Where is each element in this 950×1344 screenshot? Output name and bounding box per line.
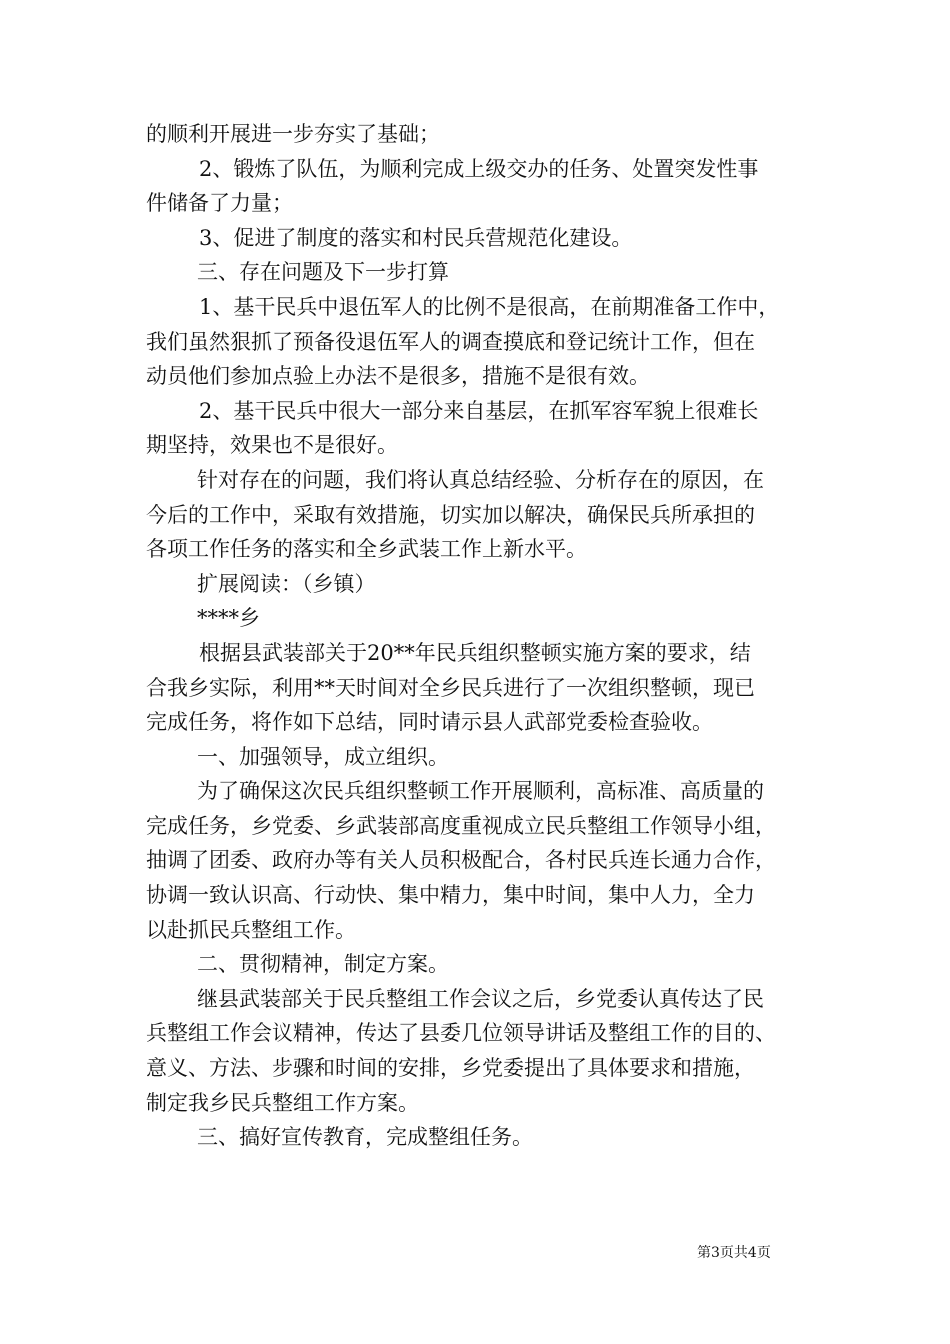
document-body — [146, 117, 828, 1155]
text-line: 的顺利开展进一步夯实了基础； — [146, 122, 440, 146]
text-line: 制定我乡民兵整组工作方案。 — [146, 1090, 419, 1115]
text-line: 扩展阅读：（乡镇） — [197, 571, 376, 596]
text-line: 今后的工作中，采取有效措施，切实加以解决，确保民兵所承担的 — [146, 502, 755, 527]
text-line: 以赴抓民兵整组工作。 — [146, 917, 356, 942]
text-line: 件储备了力量； — [146, 191, 293, 216]
page-number: 第3页共4页 — [697, 1245, 771, 1261]
text-line: 3、促进了制度的落实和村民兵营规范化建设。 — [199, 225, 633, 250]
text-line: 动员他们参加点验上办法不是很多，措施不是很有效。 — [146, 364, 650, 389]
text-line: 意义、方法、步骤和时间的安排，乡党委提出了具体要求和措施， — [146, 1056, 755, 1081]
text-line: 为了确保这次民兵组织整顿工作开展顺利，高标准、高质量的 — [197, 779, 764, 804]
section-heading: 二、贯彻精神，制定方案。 — [197, 952, 449, 977]
text-line: 完成任务，将作如下总结，同时请示县人武部党委检查验收。 — [146, 710, 713, 735]
text-line: 2、锻炼了队伍，为顺利完成上级交办的任务、处置突发性事 — [199, 156, 759, 181]
text-line: 针对存在的问题，我们将认真总结经验、分析存在的原因，在 — [197, 467, 764, 492]
text-line: 兵整组工作会议精神，传达了县委几位领导讲话及整组工作的目的、 — [146, 1021, 776, 1046]
text-line: ****乡 — [197, 606, 260, 631]
text-line: 期坚持，效果也不是很好。 — [146, 433, 398, 458]
text-line: 合我乡实际，利用**天时间对全乡民兵进行了一次组织整顿，现已 — [146, 675, 755, 700]
text-line: 抽调了团委、政府办等有关人员积极配合，各村民兵连长通力合作， — [146, 848, 776, 873]
text-line: 继县武装部关于民兵整组工作会议之后，乡党委认真传达了民 — [197, 986, 764, 1011]
section-heading: 三、搞好宣传教育，完成整组任务。 — [197, 1125, 533, 1150]
section-heading: 一、加强领导，成立组织。 — [197, 744, 449, 769]
text-line: 协调一致认识高、行动快、集中精力，集中时间，集中人力，全力 — [146, 883, 755, 908]
text-line: 我们虽然狠抓了预备役退伍军人的调查摸底和登记统计工作，但在 — [146, 329, 755, 354]
text-line: 根据县武装部关于20**年民兵组织整顿实施方案的要求，结 — [199, 640, 751, 665]
text-line: 各项工作任务的落实和全乡武装工作上新水平。 — [146, 537, 587, 562]
text-line: 完成任务，乡党委、乡武装部高度重视成立民兵整组工作领导小组， — [146, 813, 776, 838]
text-line: 1、基干民兵中退伍军人的比例不是很高，在前期准备工作中， — [199, 294, 780, 319]
text-line: 2、基干民兵中很大一部分来自基层，在抓军容军貌上很难长 — [199, 398, 759, 423]
section-heading: 三、存在问题及下一步打算 — [197, 260, 449, 285]
